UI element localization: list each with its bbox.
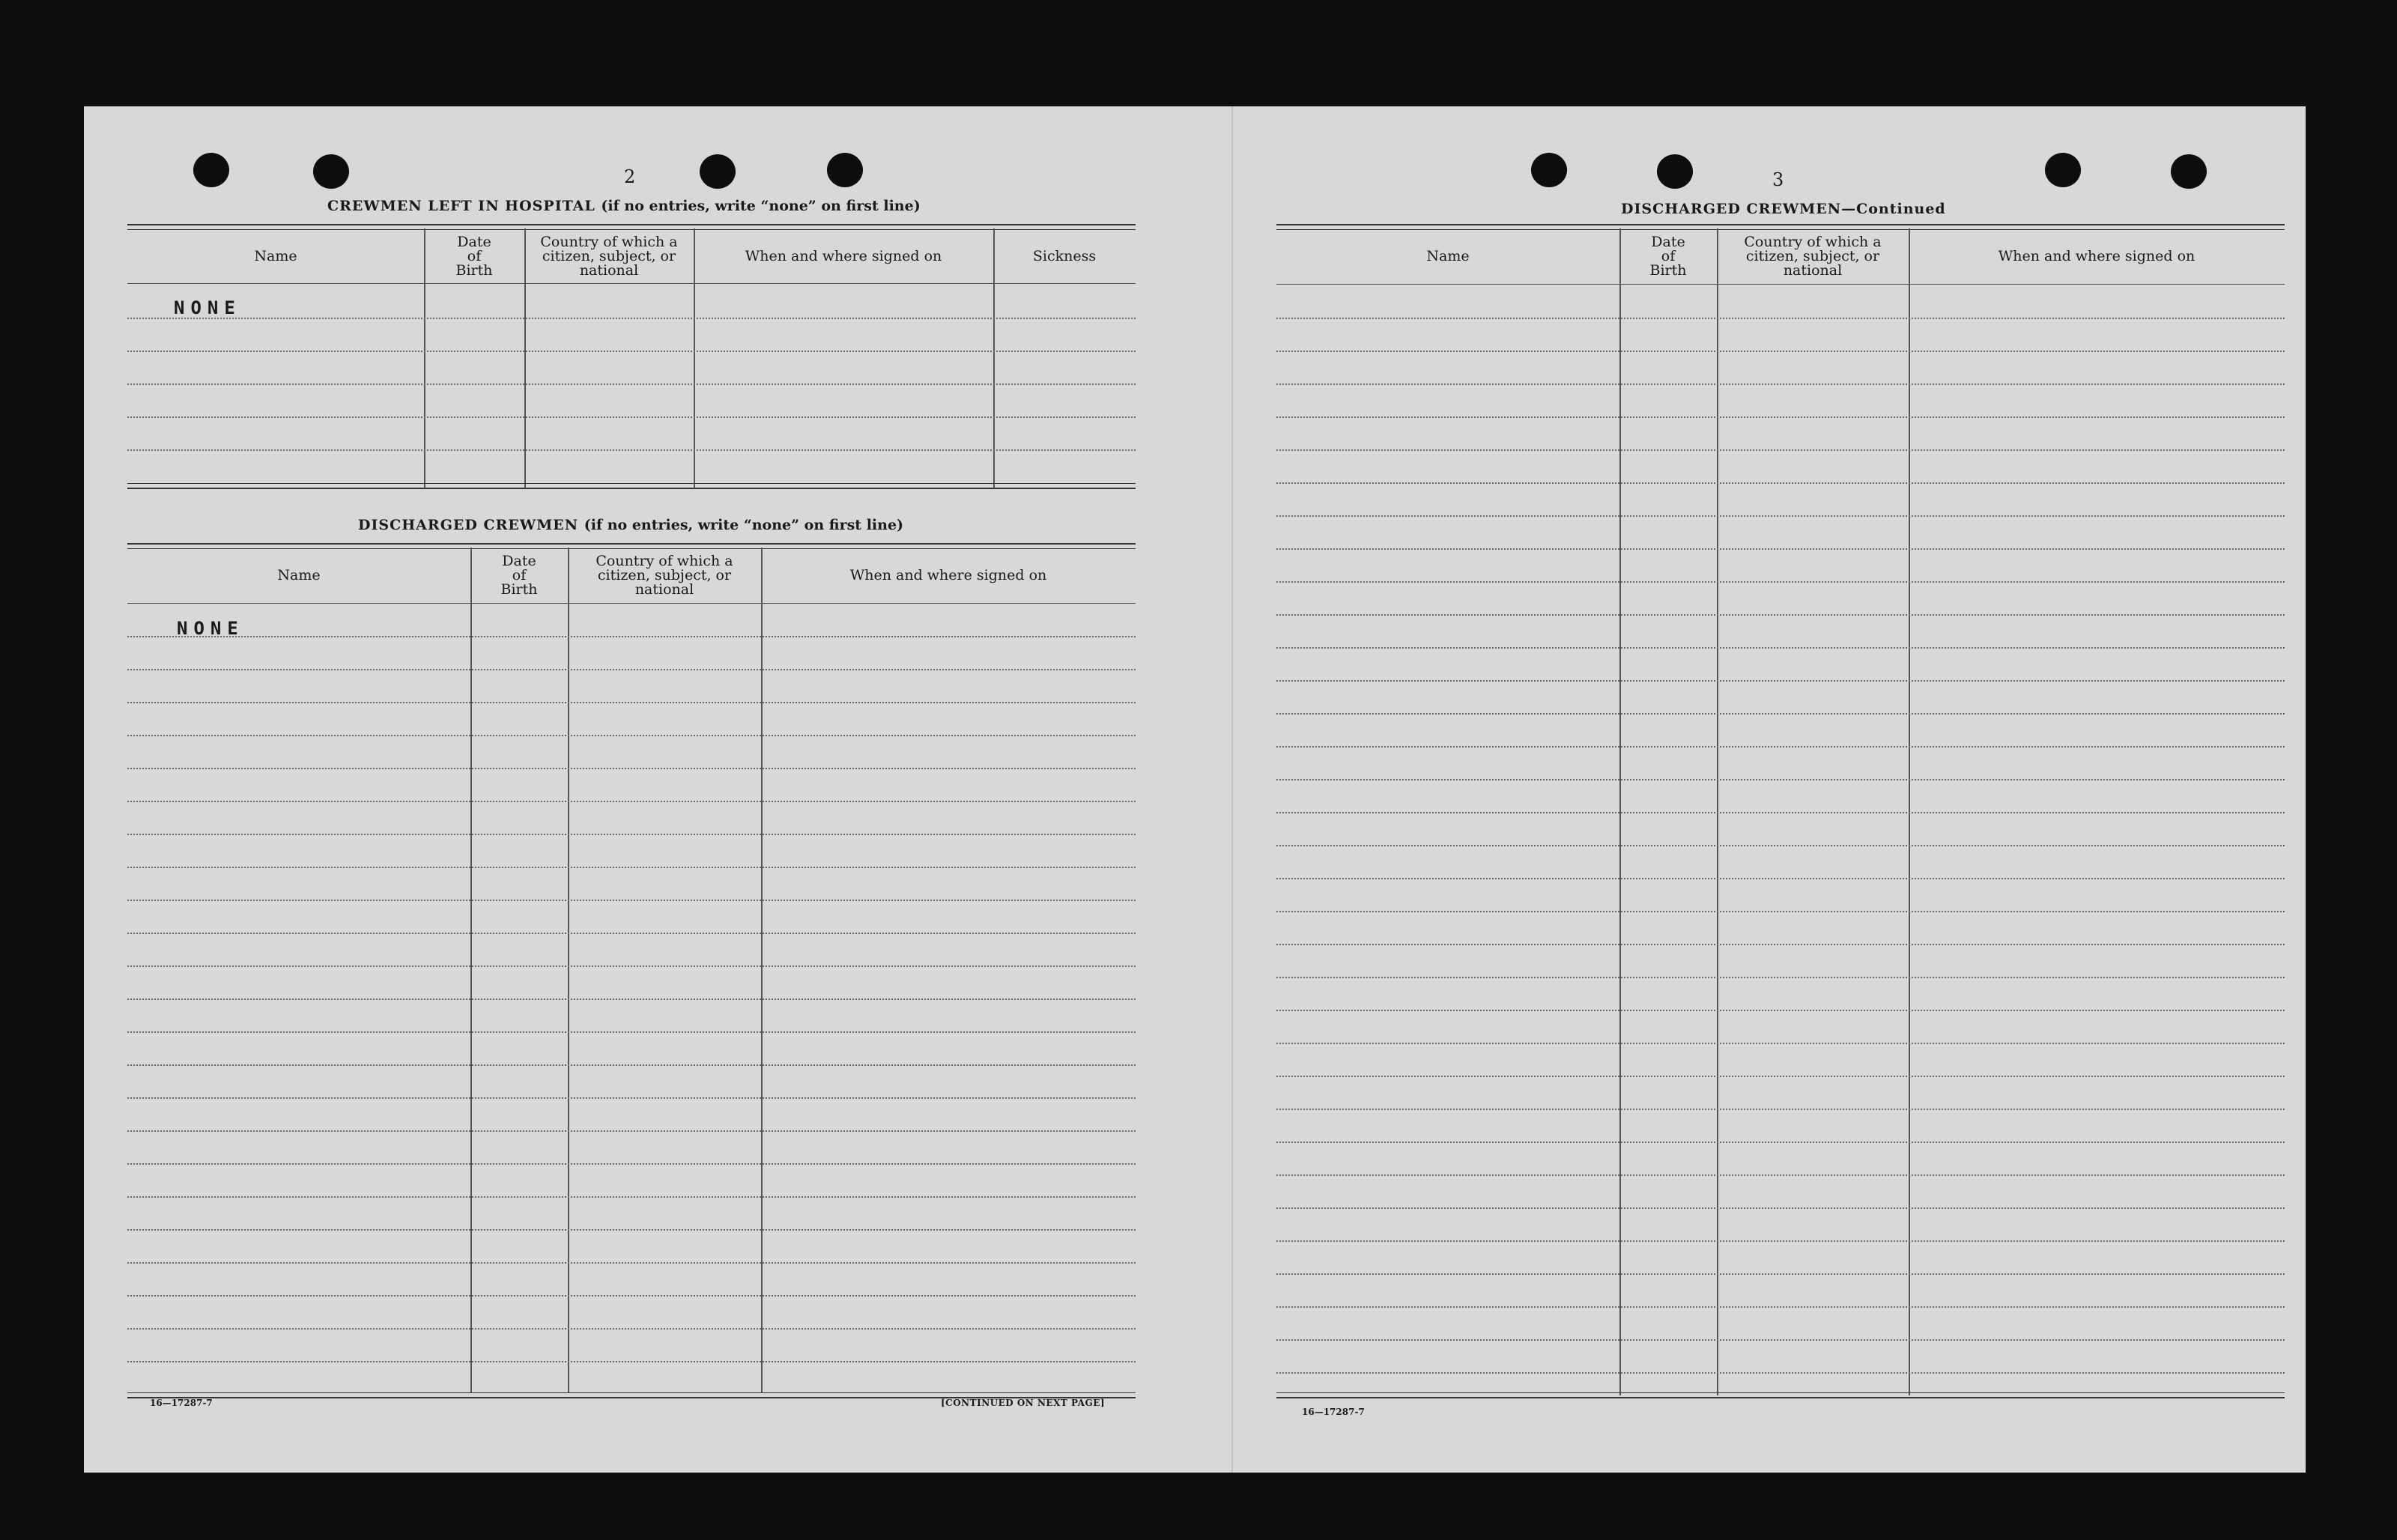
column-header-name: Name — [254, 247, 297, 264]
table-top-rule — [127, 543, 1136, 549]
hospital-instruction: (if no entries, write “none” on first line) — [601, 198, 921, 214]
ruled-line — [127, 416, 1136, 418]
punch-hole — [1657, 154, 1693, 189]
form-number-right: 16—17287-7 — [1302, 1407, 1365, 1417]
punch-hole — [193, 153, 229, 187]
ruled-line — [127, 1064, 1136, 1066]
discharged-section-title — [358, 517, 903, 533]
ruled-line — [127, 449, 1136, 451]
column-header-date-of-birth: Date of Birth — [455, 233, 493, 279]
column-header-signed-on: When and where signed on — [849, 566, 1047, 583]
column-header-name: Name — [277, 566, 321, 583]
ruled-line — [127, 900, 1136, 901]
punch-hole — [313, 154, 349, 189]
header-rule — [1276, 284, 2285, 285]
ruled-line — [127, 669, 1136, 670]
hospital-entry-none: NONE — [174, 297, 241, 318]
punch-hole — [1531, 153, 1567, 187]
ruled-line — [1276, 449, 2285, 451]
column-divider — [761, 548, 763, 1392]
ruled-line — [1276, 351, 2285, 352]
ruled-line — [127, 834, 1136, 835]
ruled-line — [1276, 713, 2285, 715]
ruled-line — [1276, 1043, 2285, 1044]
ruled-line — [1276, 614, 2285, 616]
table-top-rule — [127, 224, 1136, 230]
column-header-country: Country of which a citizen, subject, or national — [540, 233, 678, 279]
discharged-continued-table — [1276, 224, 2285, 1398]
ruled-line — [127, 768, 1136, 769]
ruled-line — [1276, 1174, 2285, 1176]
punch-hole — [2045, 153, 2081, 187]
ruled-line — [1276, 482, 2285, 484]
page-number-right: 3 — [1772, 169, 1784, 190]
ruled-line — [1276, 1273, 2285, 1275]
page-number-left: 2 — [624, 166, 636, 187]
ruled-line — [1276, 911, 2285, 912]
discharged-continued-title: DISCHARGED CREWMEN—Continued — [1621, 201, 1946, 217]
ruled-line — [127, 801, 1136, 802]
column-header-sickness: Sickness — [1032, 247, 1097, 264]
ruled-line — [127, 1361, 1136, 1362]
column-header-country: Country of which a citizen, subject, or national — [596, 552, 733, 598]
ruled-line — [127, 1262, 1136, 1264]
ruled-line — [1276, 1339, 2285, 1341]
page-fold — [1231, 106, 1233, 1473]
discharged-entry-none: NONE — [177, 618, 244, 639]
ruled-line — [127, 867, 1136, 868]
punch-hole — [827, 153, 863, 187]
ruled-line — [1276, 548, 2285, 550]
column-header-signed-on: When and where signed on — [1998, 247, 2196, 264]
column-header-name: Name — [1426, 247, 1470, 264]
ruled-line — [1276, 1372, 2285, 1374]
ruled-line — [1276, 1109, 2285, 1110]
ruled-line — [1276, 1207, 2285, 1209]
ruled-line — [127, 1130, 1136, 1132]
hospital-table — [127, 224, 1136, 489]
ruled-line — [1276, 647, 2285, 649]
table-bottom-rule — [127, 483, 1136, 489]
ruled-line — [127, 1163, 1136, 1165]
ruled-line — [127, 998, 1136, 1000]
ruled-line — [127, 318, 1136, 319]
ruled-line — [1276, 416, 2285, 418]
ruled-line — [1276, 581, 2285, 583]
discharged-table — [127, 543, 1136, 1398]
ruled-line — [1276, 944, 2285, 945]
column-divider — [568, 548, 569, 1392]
ruled-line — [1276, 845, 2285, 846]
form-number-left: 16—17287-7 — [150, 1398, 213, 1408]
ruled-line — [127, 1295, 1136, 1297]
ruled-line — [1276, 318, 2285, 319]
column-header-country: Country of which a citizen, subject, or national — [1744, 233, 1882, 279]
continued-note: [CONTINUED ON NEXT PAGE] — [941, 1398, 1106, 1408]
ruled-line — [127, 351, 1136, 352]
ruled-line — [1276, 878, 2285, 879]
ruled-line — [127, 735, 1136, 736]
table-top-rule — [1276, 224, 2285, 230]
column-header-date-of-birth: Date of Birth — [1649, 233, 1687, 279]
ruled-line — [1276, 1076, 2285, 1077]
ruled-line — [127, 1328, 1136, 1330]
ruled-line — [1276, 977, 2285, 978]
ruled-line — [127, 702, 1136, 703]
column-header-signed-on: When and where signed on — [745, 247, 942, 264]
hospital-section-title — [327, 198, 921, 214]
ruled-line — [1276, 680, 2285, 682]
ruled-line — [1276, 1240, 2285, 1242]
discharged-title-text: DISCHARGED CREWMEN — [358, 517, 579, 533]
ruled-line — [1276, 1010, 2285, 1011]
ruled-line — [127, 636, 1136, 637]
header-rule — [127, 283, 1136, 284]
punch-hole — [700, 154, 736, 189]
ruled-line — [127, 933, 1136, 934]
header-rule — [127, 603, 1136, 604]
ruled-line — [1276, 746, 2285, 748]
ruled-line — [1276, 384, 2285, 385]
column-header-date-of-birth: Date of Birth — [500, 552, 538, 598]
column-divider — [470, 548, 472, 1392]
ruled-line — [1276, 1306, 2285, 1308]
punch-hole — [2171, 154, 2207, 189]
table-bottom-rule — [1276, 1392, 2285, 1398]
ruled-line — [127, 1031, 1136, 1033]
ruled-line — [1276, 812, 2285, 813]
ruled-line — [127, 384, 1136, 385]
ruled-line — [127, 965, 1136, 967]
discharged-instruction: (if no entries, write “none” on first line) — [584, 517, 904, 533]
ruled-line — [127, 1196, 1136, 1198]
ruled-line — [1276, 779, 2285, 780]
ruled-line — [1276, 1142, 2285, 1143]
ruled-line — [1276, 515, 2285, 517]
ruled-line — [127, 1097, 1136, 1099]
ruled-line — [127, 1229, 1136, 1231]
hospital-title-text: CREWMEN LEFT IN HOSPITAL — [327, 198, 596, 214]
